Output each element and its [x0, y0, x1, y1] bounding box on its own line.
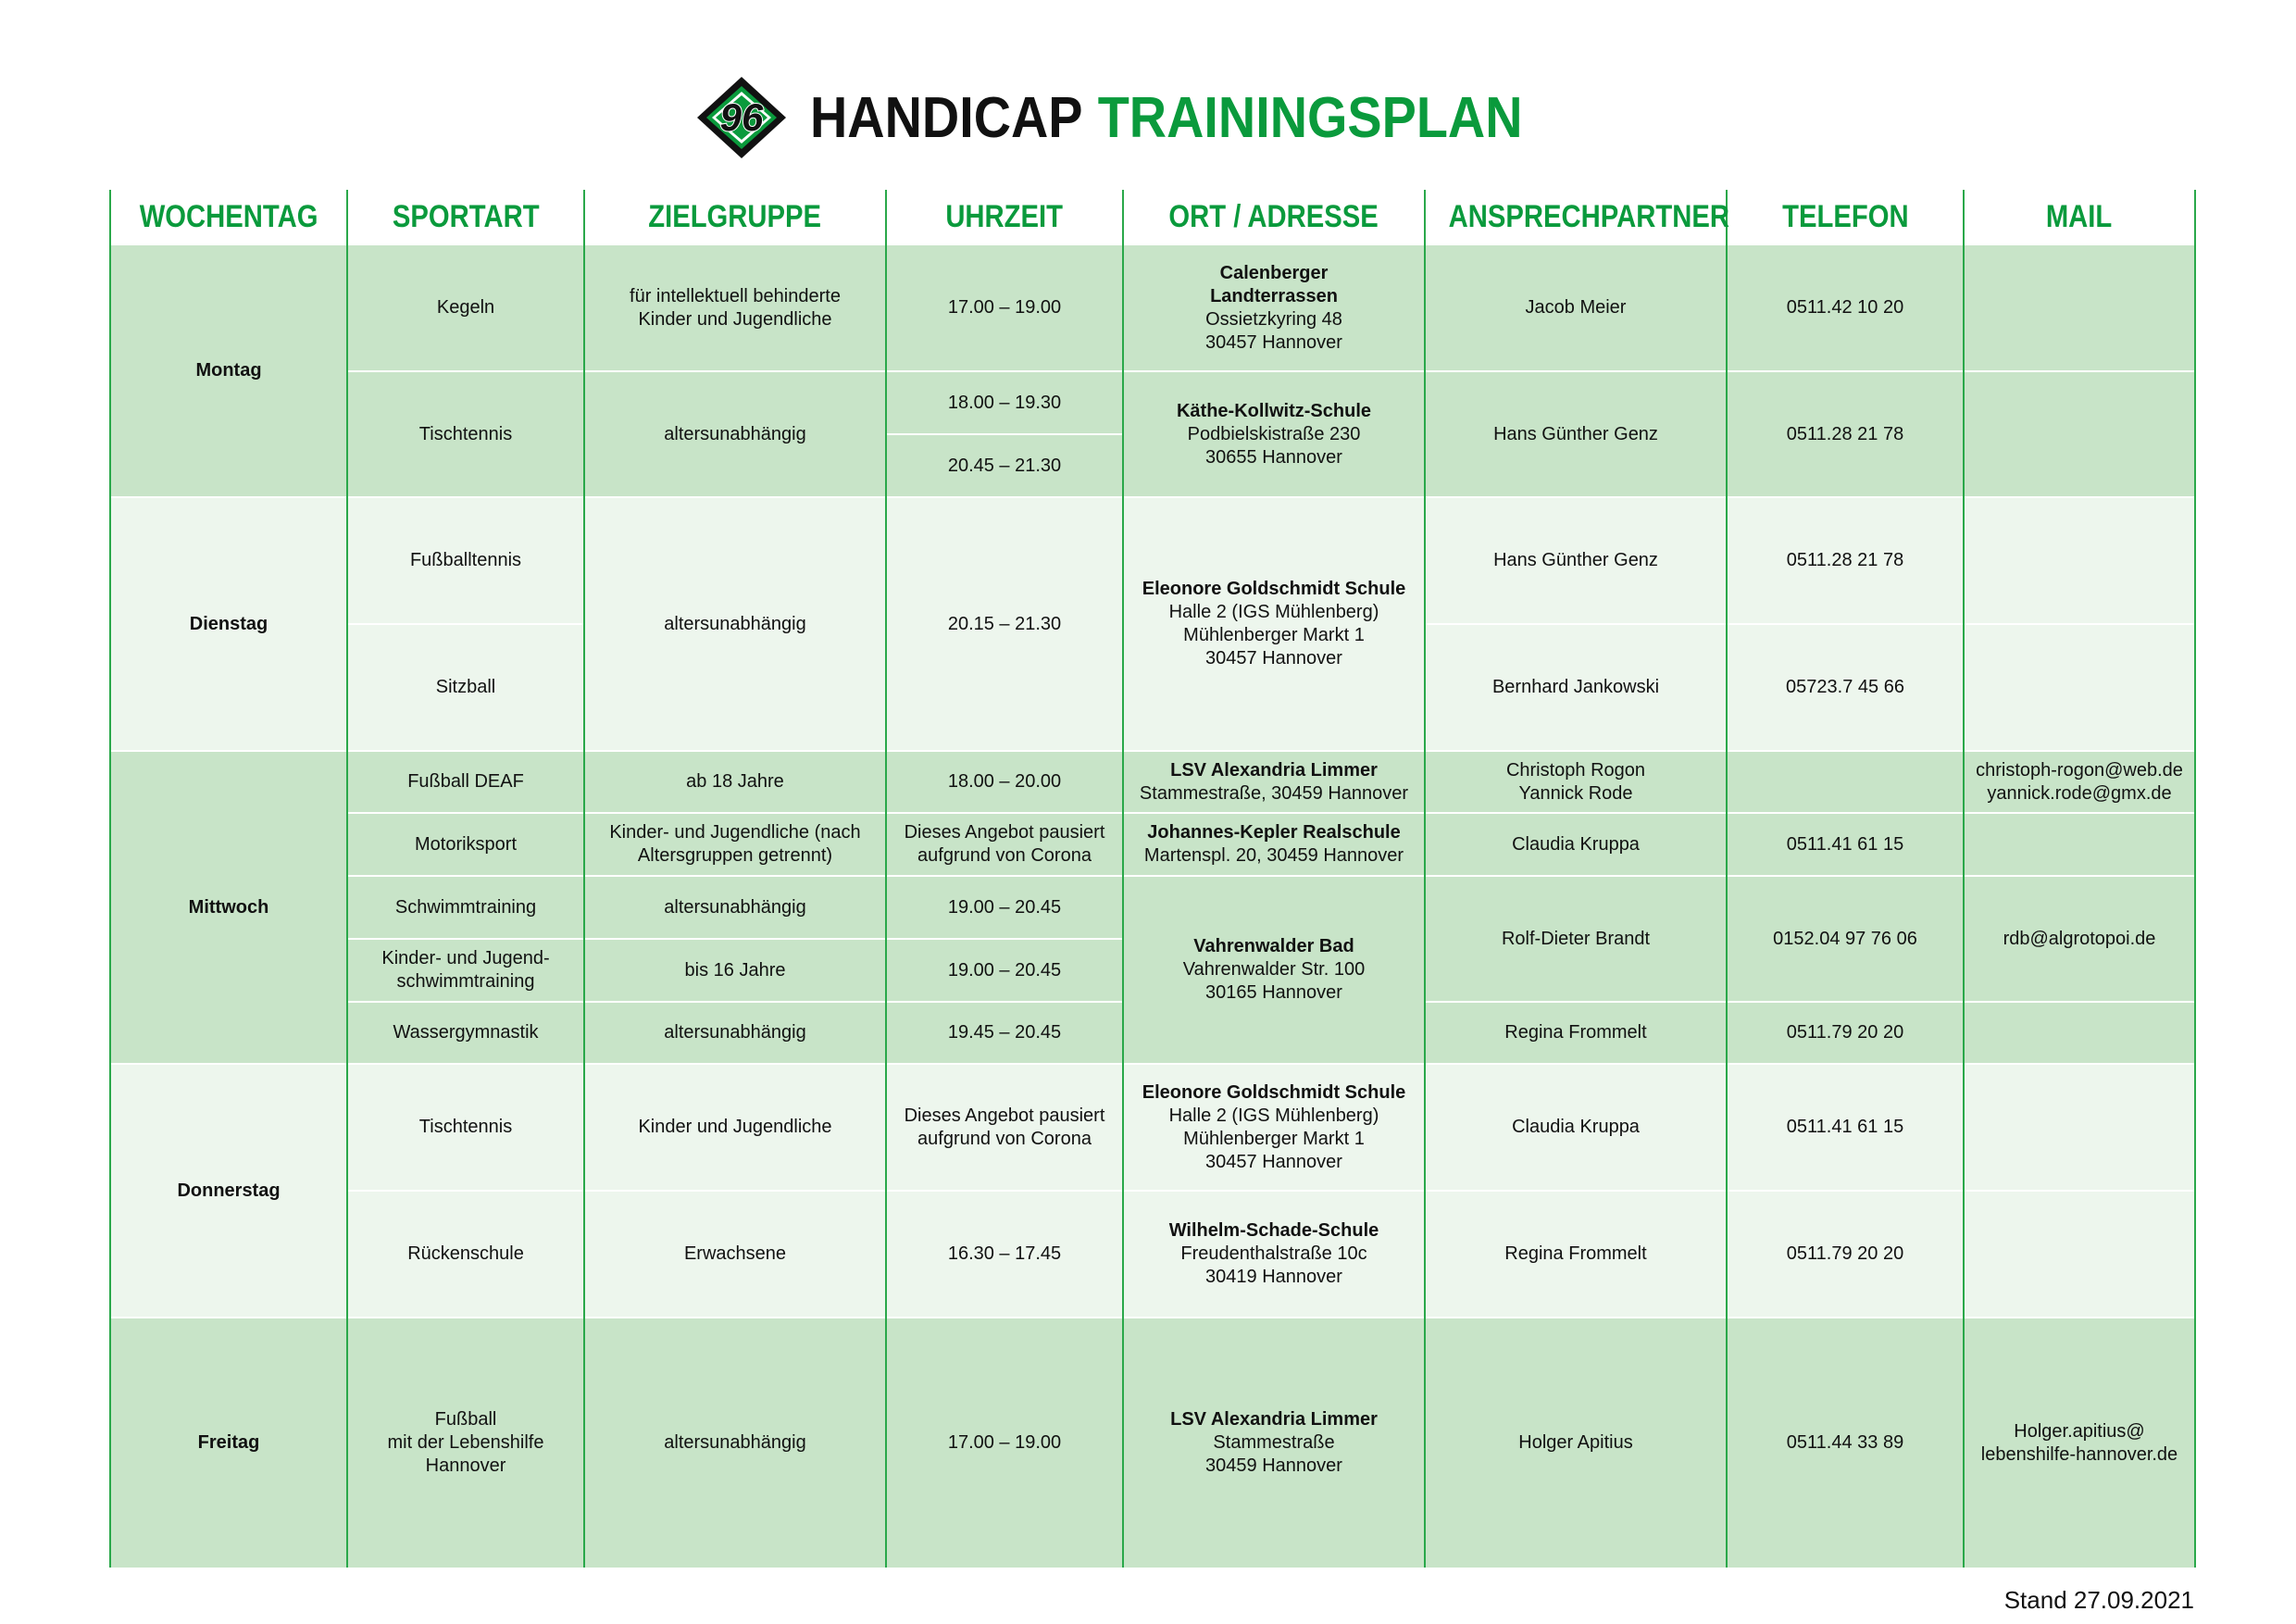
- kontakt-cell: Claudia Kruppa: [1425, 813, 1727, 876]
- page-header: [0, 67, 2296, 169]
- table-row: [110, 876, 2195, 939]
- table-row: [110, 751, 2195, 813]
- ort-cell: Calenberger Landterrassen Ossietzkyring 48 30457 Hannover: [1123, 244, 1425, 371]
- kontakt-cell: Holger Apitius: [1425, 1318, 1727, 1568]
- mail-cell: [1964, 371, 2195, 497]
- zielgruppe-cell: altersunabhängig: [584, 1002, 886, 1064]
- ort-cell: Johannes-Kepler Realschule Martenspl. 20, 30459 Hannover: [1123, 813, 1425, 876]
- sport-cell: Fußballtennis: [347, 497, 584, 624]
- table-header-row: [110, 190, 2195, 244]
- zielgruppe-cell: Erwachsene: [584, 1191, 886, 1318]
- uhrzeit-cell: Dieses Angebot pausiert aufgrund von Corona: [886, 1064, 1123, 1191]
- telefon-cell: 0511.41 61 15: [1727, 813, 1964, 876]
- day-mittwoch: Mittwoch: [110, 751, 347, 1064]
- uhrzeit-cell: 19.00 – 20.45: [886, 939, 1123, 1002]
- page-title: [810, 85, 1523, 151]
- zielgruppe-cell: altersunabhängig: [584, 1318, 886, 1568]
- sport-cell: Tischtennis: [347, 371, 584, 497]
- col-uhrzeit: UHRZEIT: [886, 190, 1123, 244]
- training-table: [109, 190, 2196, 1568]
- mail-cell[interactable]: [1964, 751, 2195, 813]
- telefon-cell: 0511.79 20 20: [1727, 1002, 1964, 1064]
- telefon-cell: 0511.28 21 78: [1727, 371, 1964, 497]
- mail-link[interactable]: Holger.apitius@: [2014, 1420, 2145, 1442]
- svg-text:96: 96: [720, 95, 764, 139]
- table-row: [110, 497, 2195, 624]
- sport-cell: Motoriksport: [347, 813, 584, 876]
- ort-cell: Eleonore Goldschmidt Schule Halle 2 (IGS Mühlenberg) Mühlenberger Markt 1 30457 Hannover: [1123, 1064, 1425, 1191]
- kontakt-cell: Hans Günther Genz: [1425, 497, 1727, 624]
- table-row: [110, 1318, 2195, 1568]
- hannover96-logo: [693, 75, 790, 160]
- sport-cell: Tischtennis: [347, 1064, 584, 1191]
- telefon-cell: 0511.28 21 78: [1727, 497, 1964, 624]
- day-donnerstag: Donnerstag: [110, 1064, 347, 1318]
- col-zielgruppe: ZIELGRUPPE: [584, 190, 886, 244]
- kontakt-cell: Jacob Meier: [1425, 244, 1727, 371]
- mail-link[interactable]: christoph-rogon@web.de: [1976, 759, 2183, 781]
- sport-cell: Sitzball: [347, 624, 584, 751]
- kontakt-cell: Bernhard Jankowski: [1425, 624, 1727, 751]
- ort-cell: LSV Alexandria Limmer Stammestraße 30459 Hannover: [1123, 1318, 1425, 1568]
- sport-cell: Kinder- und Jugend- schwimmtraining: [347, 939, 584, 1002]
- zielgruppe-cell: altersunabhängig: [584, 876, 886, 939]
- uhrzeit-cell: 17.00 – 19.00: [886, 1318, 1123, 1568]
- ort-cell: Wilhelm-Schade-Schule Freudenthalstraße 10c 30419 Hannover: [1123, 1191, 1425, 1318]
- kontakt-cell: Rolf-Dieter Brandt: [1425, 876, 1727, 1002]
- mail-link[interactable]: rdb@algrotopoi.de: [2003, 928, 2156, 949]
- zielgruppe-cell: ab 18 Jahre: [584, 751, 886, 813]
- mail-cell: [1964, 244, 2195, 371]
- stand-date: Stand 27.09.2021: [2003, 1586, 2194, 1614]
- col-telefon: TELEFON: [1727, 190, 1964, 244]
- kontakt-cell: Claudia Kruppa: [1425, 1064, 1727, 1191]
- title-handicap: HANDICAP: [810, 85, 1083, 150]
- mail-cell: [1964, 1191, 2195, 1318]
- table-row: [110, 371, 2195, 434]
- zielgruppe-cell: Kinder- und Jugendliche (nach Altersgruppen getrennt): [584, 813, 886, 876]
- sport-cell: Fußball DEAF: [347, 751, 584, 813]
- sport-cell: Fußball mit der Lebenshilfe Hannover: [347, 1318, 584, 1568]
- col-sportart: SPORTART: [347, 190, 584, 244]
- mail-link[interactable]: yannick.rode@gmx.de: [1987, 782, 2172, 804]
- table-row: [110, 813, 2195, 876]
- uhrzeit-cell: 16.30 – 17.45: [886, 1191, 1123, 1318]
- col-mail: MAIL: [1964, 190, 2195, 244]
- table-row: [110, 244, 2195, 371]
- ort-cell: Käthe-Kollwitz-Schule Podbielskistraße 230 30655 Hannover: [1123, 371, 1425, 497]
- table-row: [110, 1191, 2195, 1318]
- uhrzeit-cell: 18.00 – 19.30: [886, 371, 1123, 434]
- sport-cell: Wassergymnastik: [347, 1002, 584, 1064]
- mail-cell[interactable]: [1964, 1318, 2195, 1568]
- uhrzeit-cell: 20.45 – 21.30: [886, 434, 1123, 497]
- uhrzeit-cell: 19.00 – 20.45: [886, 876, 1123, 939]
- kontakt-cell: Christoph Rogon Yannick Rode: [1425, 751, 1727, 813]
- day-freitag: Freitag: [110, 1318, 347, 1568]
- zielgruppe-cell: altersunabhängig: [584, 497, 886, 751]
- telefon-cell: 0511.79 20 20: [1727, 1191, 1964, 1318]
- zielgruppe-cell: bis 16 Jahre: [584, 939, 886, 1002]
- telefon-cell: 0511.42 10 20: [1727, 244, 1964, 371]
- sport-cell: Schwimmtraining: [347, 876, 584, 939]
- col-wochentag: WOCHENTAG: [110, 190, 347, 244]
- zielgruppe-cell: altersunabhängig: [584, 371, 886, 497]
- kontakt-cell: Regina Frommelt: [1425, 1002, 1727, 1064]
- col-ansprechpartner: ANSPRECHPARTNER: [1425, 190, 1727, 244]
- sport-cell: Rückenschule: [347, 1191, 584, 1318]
- telefon-cell: 05723.7 45 66: [1727, 624, 1964, 751]
- mail-cell: [1964, 1002, 2195, 1064]
- uhrzeit-cell: 20.15 – 21.30: [886, 497, 1123, 751]
- title-trainingsplan: TRAININGSPLAN: [1098, 85, 1523, 150]
- uhrzeit-cell: 17.00 – 19.00: [886, 244, 1123, 371]
- day-dienstag: Dienstag: [110, 497, 347, 751]
- table-row: [110, 1064, 2195, 1191]
- mail-link[interactable]: lebenshilfe-hannover.de: [1980, 1443, 2178, 1465]
- telefon-cell: 0511.41 61 15: [1727, 1064, 1964, 1191]
- kontakt-cell: Regina Frommelt: [1425, 1191, 1727, 1318]
- telefon-cell: [1727, 751, 1964, 813]
- ort-cell: Eleonore Goldschmidt Schule Halle 2 (IGS Mühlenberg) Mühlenberger Markt 1 30457 Hannover: [1123, 497, 1425, 751]
- ort-cell: LSV Alexandria Limmer Stammestraße, 30459 Hannover: [1123, 751, 1425, 813]
- telefon-cell: 0152.04 97 76 06: [1727, 876, 1964, 1002]
- uhrzeit-cell: Dieses Angebot pausiert aufgrund von Corona: [886, 813, 1123, 876]
- mail-cell[interactable]: [1964, 876, 2195, 1002]
- ort-cell: Vahrenwalder Bad Vahrenwalder Str. 100 30165 Hannover: [1123, 876, 1425, 1064]
- sport-cell: Kegeln: [347, 244, 584, 371]
- day-montag: Montag: [110, 244, 347, 497]
- mail-cell: [1964, 1064, 2195, 1191]
- zielgruppe-cell: für intellektuell behinderte Kinder und Jugendliche: [584, 244, 886, 371]
- mail-cell: [1964, 497, 2195, 624]
- mail-cell: [1964, 624, 2195, 751]
- telefon-cell: 0511.44 33 89: [1727, 1318, 1964, 1568]
- uhrzeit-cell: 19.45 – 20.45: [886, 1002, 1123, 1064]
- col-ort-adresse: ORT / ADRESSE: [1123, 190, 1425, 244]
- uhrzeit-cell: 18.00 – 20.00: [886, 751, 1123, 813]
- kontakt-cell: Hans Günther Genz: [1425, 371, 1727, 497]
- zielgruppe-cell: Kinder und Jugendliche: [584, 1064, 886, 1191]
- mail-cell: [1964, 813, 2195, 876]
